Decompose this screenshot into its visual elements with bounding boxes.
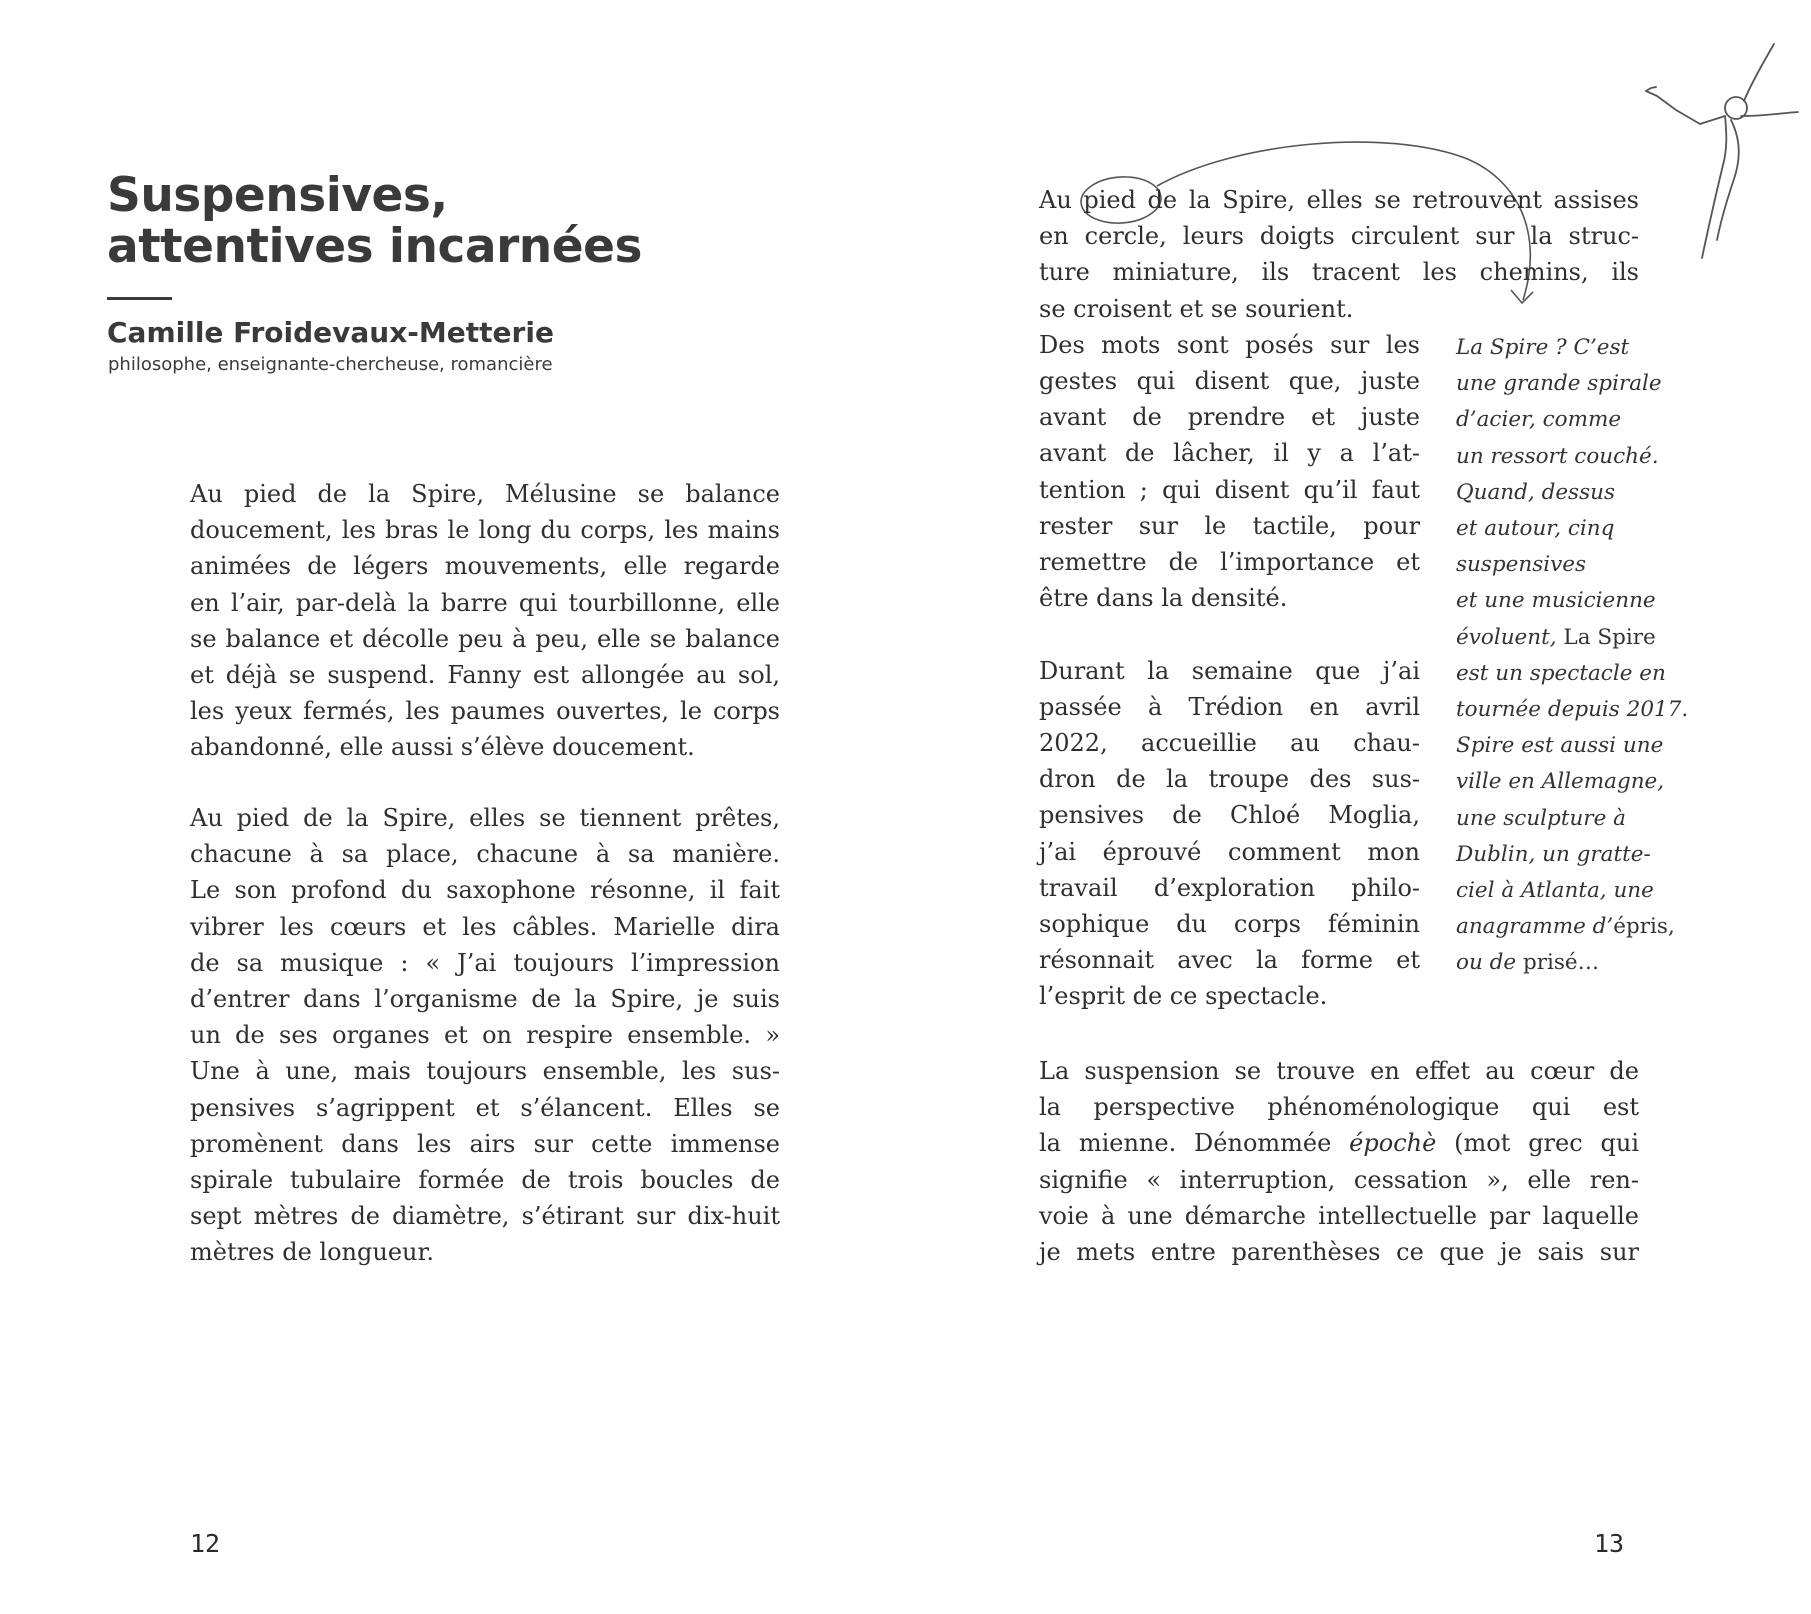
text-line: voie à une démarche intellectuelle par laquelle <box>1039 1201 1639 1230</box>
text-line: se balance et décolle peu à peu, elle se balance <box>190 624 780 653</box>
text-line: 2022, accueillie au chau- <box>1039 729 1420 757</box>
text-line: mètres de longueur. <box>190 1238 434 1267</box>
text-line: être dans la densité. <box>1039 584 1288 613</box>
note-fragment: épris, <box>1613 914 1675 940</box>
note-fragment: La Spire <box>1556 624 1656 650</box>
text-line: abandonné, elle aussi s’élève doucement. <box>190 733 695 762</box>
text-line: La suspension se trouve en effet au cœur de <box>1039 1057 1639 1085</box>
paragraph-1 <box>190 476 780 766</box>
note-line: Quand, dessus <box>1456 479 1616 505</box>
text-line: doucement, les bras le long du corps, les mains <box>190 516 780 545</box>
note-line <box>1456 909 1688 945</box>
note-fragment: évoluent, <box>1456 624 1557 650</box>
author-name: Camille Froidevaux-Metterie <box>107 316 554 349</box>
text-line: se croisent et se sourient. <box>1039 294 1354 323</box>
text-line: d’entrer dans l’organisme de la Spire, je suis <box>190 985 780 1014</box>
text-fragment: la mienne. Dénommée <box>1039 1129 1350 1158</box>
dancer-figure-icon <box>1646 44 1798 258</box>
text-line: sophique du corps féminin <box>1039 910 1420 939</box>
note-line: et autour, cinq <box>1456 516 1615 542</box>
note-fragment: ou de <box>1456 950 1523 976</box>
text-line: vibrer les cœurs et les câbles. Marielle dira <box>190 912 780 941</box>
note-line: Spire est aussi une <box>1456 733 1664 759</box>
right-paragraph-1-narrow <box>1039 291 1420 617</box>
text-fragment-italic: épochè <box>1349 1129 1437 1158</box>
paragraph-2 <box>190 800 780 1271</box>
note-line: ciel à Atlanta, une <box>1456 878 1654 904</box>
text-line: en cercle, leurs doigts circulent sur la struc- <box>1039 222 1639 251</box>
page-number-left: 12 <box>190 1529 221 1558</box>
text-line: résonnait avec la forme et <box>1039 946 1420 975</box>
text-line: tention ; qui disent qu’il faut <box>1039 475 1420 504</box>
note-line <box>1456 620 1688 656</box>
text-line: sept mètres de diamètre, s’étirant sur dix-huit <box>190 1202 780 1231</box>
text-line: l’esprit de ce spectacle. <box>1039 982 1328 1011</box>
text-line: les yeux fermés, les paumes ouvertes, le corps <box>190 697 780 726</box>
text-line: pensives s’agrippent et s’élancent. Elles se <box>190 1093 780 1122</box>
text-line: Au pied de la Spire, Mélusine se balance <box>190 480 780 508</box>
note-line: une sculpture à <box>1456 805 1626 831</box>
text-line: et déjà se suspend. Fanny est allongée au sol, <box>190 661 780 690</box>
text-line: la perspective phénoménologique qui est <box>1039 1093 1639 1122</box>
text-line: signifie « interruption, cessation », elle ren- <box>1039 1165 1639 1194</box>
note-line: tournée depuis 2017. <box>1456 697 1689 723</box>
arrow-head-icon <box>1511 290 1533 303</box>
title-line: attentives incarnées <box>107 219 642 274</box>
text-line: remettre de l’importance et <box>1039 548 1420 577</box>
left-page <box>0 0 905 1614</box>
right-page <box>905 0 1811 1614</box>
note-line <box>1456 945 1688 981</box>
text-line: Au pied de la Spire, elles se tiennent prêtes, <box>190 804 780 832</box>
text-line: avant de prendre et juste <box>1039 403 1420 432</box>
text-line: promènent dans les airs sur cette immense <box>190 1129 780 1158</box>
text-line: un de ses organes et on respire ensemble. » <box>190 1021 780 1050</box>
note-line: Dublin, un gratte- <box>1456 841 1651 867</box>
margin-note <box>1456 330 1688 982</box>
right-paragraph-3 <box>1039 1053 1639 1270</box>
note-line: un ressort couché. <box>1456 443 1659 469</box>
text-line: passée à Trédion en avril <box>1039 692 1420 721</box>
text-line: gestes qui disent que, juste <box>1039 367 1420 395</box>
text-line <box>1039 1125 1639 1161</box>
text-line: spirale tubulaire formée de trois boucles de <box>190 1166 780 1195</box>
right-paragraph-1 <box>1039 182 1639 291</box>
note-line: d’acier, comme <box>1456 407 1622 433</box>
text-line: Le son profond du saxophone résonne, il fait <box>190 876 780 905</box>
note-line: est un spectacle en <box>1456 660 1666 686</box>
text-line: Durant la semaine que j’ai <box>1039 656 1420 685</box>
note-fragment: prisé… <box>1522 950 1600 976</box>
text-line: dron de la troupe des sus- <box>1039 765 1420 794</box>
text-line: de sa musique : « J’ai toujours l’impression <box>190 948 780 977</box>
text-line: Des mots sont posés sur les <box>1039 330 1420 359</box>
text-line: en l’air, par-delà la barre qui tourbillonne, elle <box>190 588 780 617</box>
right-paragraph-2 <box>1039 653 1420 1015</box>
note-line: ville en Allemagne, <box>1456 769 1665 795</box>
text-line: ture miniature, ils tracent les chemins, ils <box>1039 258 1639 287</box>
text-line: travail d’exploration philo- <box>1039 873 1420 902</box>
text-line: avant de lâcher, il y a l’at- <box>1039 439 1420 468</box>
page-number-right: 13 <box>1594 1529 1625 1558</box>
text-line: animées de légers mouvements, elle regarde <box>190 552 780 581</box>
text-line: je mets entre parenthèses ce que je sais sur <box>1039 1238 1639 1267</box>
title-line: Suspensives, <box>107 168 448 223</box>
title-divider <box>107 297 172 300</box>
note-line: une grande spirale <box>1456 371 1662 397</box>
note-line: La Spire ? C’est <box>1456 335 1630 360</box>
article-title <box>107 170 642 272</box>
text-line: chacune à sa place, chacune à sa manière. <box>190 840 780 869</box>
text-line: j’ai éprouvé comment mon <box>1039 837 1420 866</box>
text-line: Une à une, mais toujours ensemble, les sus- <box>190 1057 780 1086</box>
note-line: suspensives <box>1456 552 1587 578</box>
note-fragment: anagramme d’ <box>1456 914 1614 940</box>
author-role: philosophe, enseignante-chercheuse, romancière <box>108 354 553 375</box>
text-line: pensives de Chloé Moglia, <box>1039 801 1420 830</box>
text-fragment: (mot grec qui <box>1436 1129 1640 1158</box>
note-line: et une musicienne <box>1456 588 1656 614</box>
text-line: rester sur le tactile, pour <box>1039 511 1420 540</box>
text-line: Au pied de la Spire, elles se retrouvent assises <box>1039 186 1639 214</box>
